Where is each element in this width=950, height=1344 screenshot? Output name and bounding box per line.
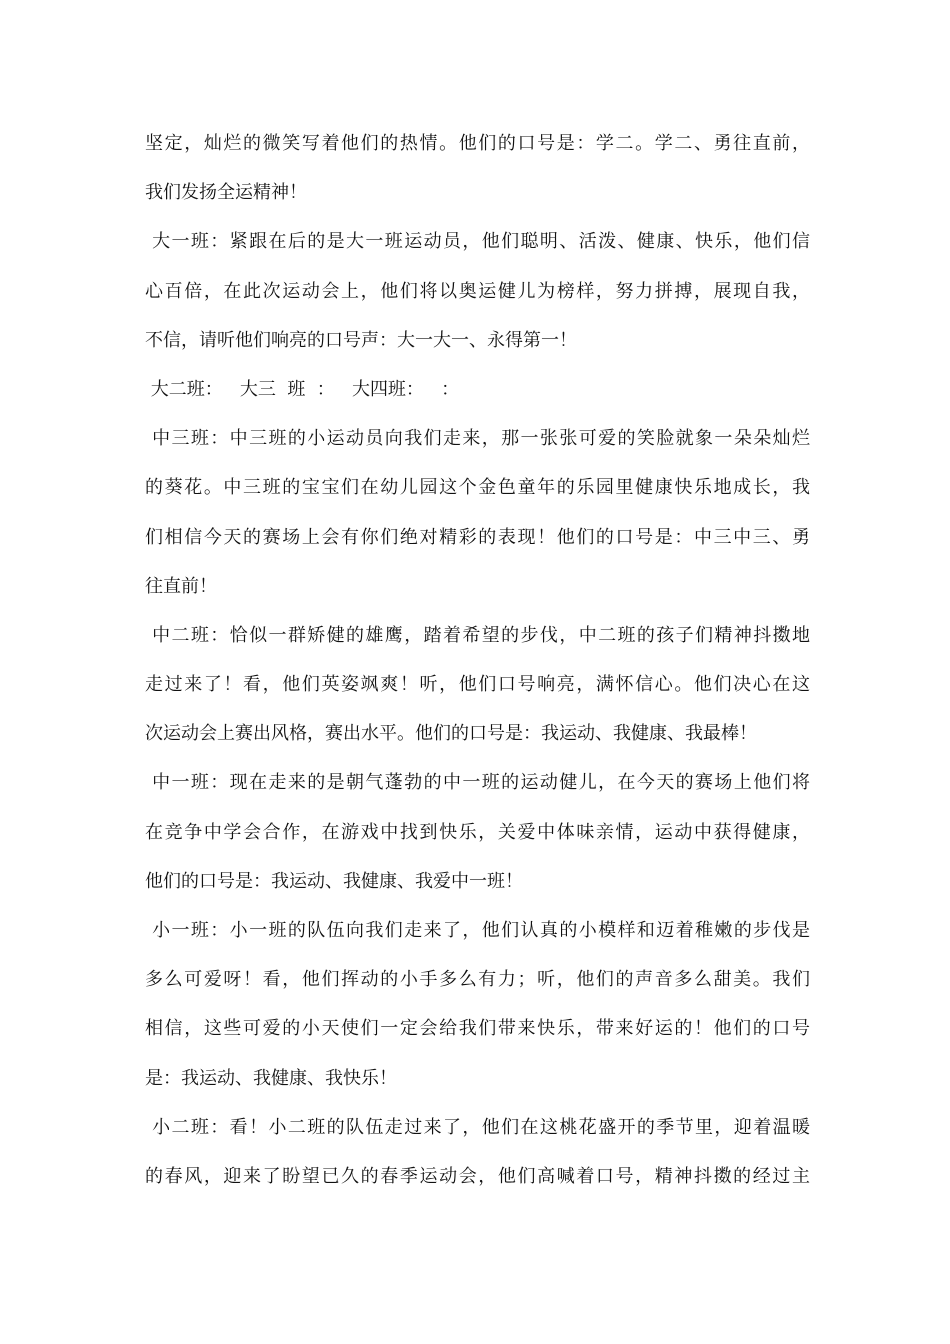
text-line: 他们的口号是：我运动、我健康、我爱中一班！ [145,870,523,892]
text-line: 相信，这些可爱的小天使们一定会给我们带来快乐，带来好运的！他们的口号 [145,1018,810,1040]
text-line: 们相信今天的赛场上会有你们绝对精彩的表现！他们的口号是：中三中三、勇 [145,526,810,548]
text-line: 次运动会上赛出风格，赛出水平。他们的口号是：我运动、我健康、我最棒！ [145,723,757,745]
text-line: 往直前！ [145,575,217,597]
text-line: 中三班：中三班的小运动员向我们走来，那一张张可爱的笑脸就象一朵朵灿烂 [145,428,810,450]
text-line: 在竞争中学会合作，在游戏中找到快乐，关爱中体味亲情，运动中获得健康， [145,821,810,843]
text-line: 走过来了！看，他们英姿飒爽！听，他们口号响亮，满怀信心。他们决心在这 [145,674,810,696]
text-line: 心百倍，在此次运动会上，他们将以奥运健儿为榜样，努力拼搏，展现自我， [145,280,810,302]
text-line: 是：我运动、我健康、我快乐！ [145,1067,397,1089]
text-line: 的葵花。中三班的宝宝们在幼儿园这个金色童年的乐园里健康快乐地成长，我 [145,477,810,499]
text-line: 大二班： 大三 班 ： 大四班： ： [145,378,460,400]
text-line: 小二班：看！小二班的队伍走过来了，他们在这桃花盛开的季节里，迎着温暖 [145,1116,810,1138]
text-line: 我们发扬全运精神！ [145,182,307,204]
text-line: 中一班：现在走来的是朝气蓬勃的中一班的运动健儿，在今天的赛场上他们将 [145,772,810,794]
text-line: 的春风，迎来了盼望已久的春季运动会，他们高喊着口号，精神抖擞的经过主 [145,1165,810,1187]
text-line: 不信，请听他们响亮的口号声：大一大一、永得第一！ [145,329,577,351]
text-line: 大一班：紧跟在后的是大一班运动员，他们聪明、活泼、健康、快乐，他们信 [145,231,810,253]
text-line: 小一班：小一班的队伍向我们走来了，他们认真的小模样和迈着稚嫩的步伐是 [145,920,810,941]
document-body [145,119,810,1201]
text-line: 坚定，灿烂的微笑写着他们的热情。他们的口号是：学二。学二、勇往直前， [145,133,810,154]
text-line: 中二班：恰似一群矫健的雄鹰，踏着希望的步伐，中二班的孩子们精神抖擞地 [145,624,810,646]
text-line: 多么可爱呀！看，他们挥动的小手多么有力；听，他们的声音多么甜美。我们 [145,969,810,991]
